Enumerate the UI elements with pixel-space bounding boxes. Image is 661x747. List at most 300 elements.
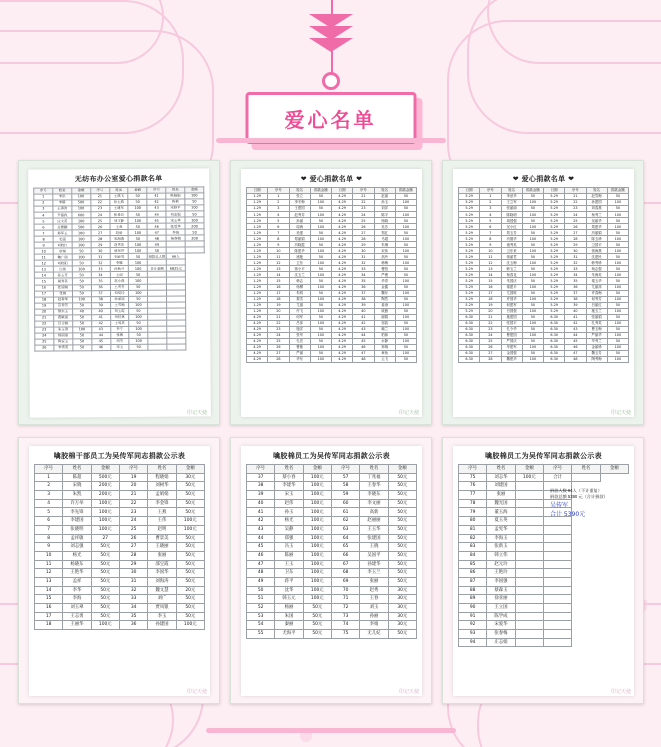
table-cell: 50 bbox=[310, 302, 331, 308]
document-photo-5[interactable] bbox=[230, 437, 432, 704]
table-cell: 50 bbox=[395, 194, 416, 200]
table-cell: 李洪 bbox=[53, 194, 72, 200]
table-cell: 窦娥 bbox=[374, 344, 395, 350]
table-cell: 2 bbox=[34, 200, 53, 206]
table-cell: 孙玉芳 bbox=[53, 272, 72, 278]
table-cell: 50元 bbox=[176, 612, 204, 621]
table-cell: 1.29 bbox=[247, 194, 268, 200]
table-cell: 50元 bbox=[388, 551, 416, 560]
table-cell: 35 bbox=[119, 612, 147, 621]
table-cell: 施玉兰 bbox=[586, 308, 607, 314]
table-cell: 30 bbox=[353, 248, 374, 254]
table-cell bbox=[515, 560, 543, 569]
table-cell: 冯丽娟 bbox=[586, 230, 607, 236]
table-cell: 30元 bbox=[388, 586, 416, 595]
table-cell: 100 bbox=[72, 218, 91, 224]
table-cell: 孙玉燕 bbox=[109, 199, 128, 205]
table-cell: 5.29 bbox=[459, 278, 480, 284]
table-cell: 50元 bbox=[388, 508, 416, 517]
table-cell bbox=[515, 630, 543, 639]
table-cell: 4.29 bbox=[332, 194, 353, 200]
table-cell: 卫国平 bbox=[586, 242, 607, 248]
table-cell: 100元 bbox=[303, 499, 331, 508]
watermark: 印记天使 bbox=[610, 410, 631, 416]
table-cell: 100元 bbox=[91, 525, 119, 534]
table-cell: 73 bbox=[331, 612, 359, 621]
table-cell: 1.29 bbox=[247, 242, 268, 248]
table-cell: 4.29 bbox=[332, 272, 353, 278]
table-cell: 杨丽丽 bbox=[54, 333, 73, 339]
table-cell: 4.29 bbox=[332, 290, 353, 296]
table-cell: 66 bbox=[331, 551, 359, 560]
watermark: 印记天使 bbox=[610, 689, 631, 695]
table-cell: 4.29 bbox=[332, 230, 353, 236]
table-cell: 冯玉 bbox=[275, 543, 303, 552]
table-cell: 50 bbox=[522, 206, 543, 212]
table-cell: 50 bbox=[607, 266, 628, 272]
table-cell: 陈丽 bbox=[275, 551, 303, 560]
table-cell: 100元 bbox=[303, 595, 331, 604]
table-header-row bbox=[459, 465, 629, 474]
col-header: 姓名 bbox=[289, 188, 310, 194]
table-cell: 25 bbox=[119, 525, 147, 534]
table-cell: 100 bbox=[395, 350, 416, 356]
table-cell: 50元 bbox=[388, 491, 416, 500]
table-cell: 50元 bbox=[176, 595, 204, 604]
table-cell: 46 bbox=[147, 223, 166, 229]
col-header: 序号 bbox=[247, 465, 275, 474]
handwritten-signature: 吴传军 bbox=[550, 501, 569, 509]
table-cell: 100 bbox=[395, 302, 416, 308]
table-cell: 100 bbox=[395, 260, 416, 266]
table-cell: 郑军玉 bbox=[53, 230, 72, 236]
table-cell: 李秀英 bbox=[54, 345, 73, 351]
table-cell: 吴国平 bbox=[360, 551, 388, 560]
table-cell: 郑强 bbox=[275, 534, 303, 543]
table-cell: 27 bbox=[268, 350, 289, 356]
table-cell: 孙建国 bbox=[148, 621, 176, 630]
table-cell: 40 bbox=[72, 308, 91, 314]
table-cell: 卫东来 bbox=[501, 248, 522, 254]
table-cell: 马超 bbox=[374, 236, 395, 242]
table-cell: 尤海平 bbox=[275, 630, 303, 639]
table-cell: 500 bbox=[72, 200, 91, 206]
table-cell: 100 bbox=[607, 272, 628, 278]
table-cell: 6.30 bbox=[459, 356, 480, 362]
table-cell: 张国平 bbox=[501, 320, 522, 326]
table-cell: 赵秀英 bbox=[110, 242, 129, 248]
table-cell: 50元 bbox=[388, 473, 416, 482]
table-cell: 23 bbox=[565, 206, 586, 212]
table-cell: 50 bbox=[395, 218, 416, 224]
table-cell: 41 bbox=[247, 508, 275, 517]
table-cell: 王燕 bbox=[148, 508, 176, 517]
table-cell: 18 bbox=[268, 296, 289, 302]
table-cell: 50 bbox=[607, 338, 628, 344]
table-cell: 5 bbox=[268, 218, 289, 224]
table-cell: 5.29 bbox=[544, 194, 565, 200]
table-cell: 36 bbox=[565, 284, 586, 290]
table-cell: 李文丽 bbox=[360, 499, 388, 508]
table-cell: 100 bbox=[129, 278, 148, 284]
table-cell: 严丽华 bbox=[586, 332, 607, 338]
table-cell: 50元 bbox=[388, 569, 416, 578]
table-cell: 50 bbox=[72, 248, 91, 254]
table-cell: 沈华 bbox=[275, 586, 303, 595]
table-cell: 29 bbox=[91, 242, 110, 248]
table-cell: 5.29 bbox=[544, 200, 565, 206]
table-cell: 李建华 bbox=[275, 482, 303, 491]
col-header: 捐款金额 bbox=[522, 188, 543, 194]
table-cell: 100元 bbox=[303, 551, 331, 560]
table-cell: 78 bbox=[459, 499, 487, 508]
table-cell: 合计 bbox=[543, 473, 571, 482]
table-cell: 21 bbox=[90, 194, 109, 200]
table-cell: 华东 bbox=[289, 356, 310, 362]
table-cell: 100 bbox=[129, 302, 148, 308]
table-cell: 严国庆 bbox=[501, 338, 522, 344]
table-cell bbox=[515, 621, 543, 630]
table-cell: 100 bbox=[310, 284, 331, 290]
table-cell: 100 bbox=[129, 290, 148, 296]
table-cell: 5.29 bbox=[459, 308, 480, 314]
table-cell: 51 bbox=[247, 595, 275, 604]
table-cell: 44 bbox=[91, 332, 110, 338]
table-cell: 8 bbox=[34, 236, 53, 242]
table-cell: 26 bbox=[565, 224, 586, 230]
table-cell: 韩志 bbox=[289, 278, 310, 284]
col-header: 金额 bbox=[185, 187, 204, 193]
table-row bbox=[35, 560, 205, 569]
col-header: 金额 bbox=[176, 465, 204, 474]
table-cell: 29 bbox=[119, 560, 147, 569]
table-row bbox=[247, 577, 417, 586]
col-header: 序号 bbox=[565, 188, 586, 194]
table-cell: 30元 bbox=[388, 612, 416, 621]
table-row bbox=[459, 577, 629, 586]
table-cell: 100 bbox=[129, 242, 148, 248]
table-cell bbox=[515, 525, 543, 534]
table-cell: 100 bbox=[607, 344, 628, 350]
table-cell: 65 bbox=[331, 543, 359, 552]
table-cell: 37 bbox=[565, 290, 586, 296]
table-cell: 19 bbox=[35, 303, 54, 309]
table-cell: 陈学成 bbox=[487, 612, 515, 621]
table-cell: 戚薇 bbox=[374, 308, 395, 314]
table-cell: 28 bbox=[119, 551, 147, 560]
table-cell: 15 bbox=[480, 278, 501, 284]
table-cell: 6.30 bbox=[544, 350, 565, 356]
table-cell: 50 bbox=[310, 278, 331, 284]
table-cell: 5.29 bbox=[544, 248, 565, 254]
table-row bbox=[35, 612, 205, 621]
table-cell: 陈艳 bbox=[166, 199, 185, 205]
table-cell: 4.29 bbox=[332, 212, 353, 218]
table-cell: 45 bbox=[91, 338, 110, 344]
table-cell: 宋海燕 bbox=[110, 236, 129, 242]
table-cell bbox=[543, 577, 571, 586]
table-cell: 100 bbox=[607, 212, 628, 218]
table-cell: 4.29 bbox=[247, 320, 268, 326]
table-cell: 89 bbox=[459, 595, 487, 604]
table-cell: 50元 bbox=[388, 543, 416, 552]
table-cell: 董玉海 bbox=[487, 508, 515, 517]
col-header: 姓名 bbox=[572, 465, 600, 474]
table-cell: 47 bbox=[353, 350, 374, 356]
table-cell: 29 bbox=[353, 242, 374, 248]
document-photo-3[interactable] bbox=[442, 160, 644, 425]
table-cell: 1.29 bbox=[247, 290, 268, 296]
table-cell: 5.29 bbox=[459, 260, 480, 266]
table-cell: 50 bbox=[395, 266, 416, 272]
table-cell: 孟宪华 bbox=[487, 525, 515, 534]
table-cell: 柏林 bbox=[374, 332, 395, 338]
table-cell: 8 bbox=[268, 236, 289, 242]
table-cell: 32 bbox=[565, 260, 586, 266]
table-cell: 68 bbox=[331, 569, 359, 578]
table-cell: 唐娟 bbox=[53, 248, 72, 254]
table-cell: 秦丽 bbox=[275, 621, 303, 630]
table-cell: 孙丽丽 bbox=[110, 296, 129, 302]
table-row bbox=[247, 543, 417, 552]
table-cell: 秦玉华 bbox=[586, 278, 607, 284]
table-cell bbox=[515, 499, 543, 508]
table-cell: 44 bbox=[247, 534, 275, 543]
table-cell: 张敏 bbox=[110, 332, 129, 338]
table-cell: 30元 bbox=[388, 621, 416, 630]
table-cell: 41 bbox=[91, 314, 110, 320]
table-cell: 50 bbox=[72, 260, 91, 266]
table-cell: 43 bbox=[91, 326, 110, 332]
table-cell: 27 bbox=[565, 230, 586, 236]
title-underline bbox=[216, 138, 446, 143]
table-cell: 29 bbox=[565, 242, 586, 248]
table-cell: 50元 bbox=[91, 586, 119, 595]
doc-title-6: 噙胶棉员工为吴传军同志捐款公示表 bbox=[485, 452, 602, 460]
table-cell: 王爱英 bbox=[110, 320, 129, 326]
table-cell: 100 bbox=[310, 248, 331, 254]
table-cell: 王玉 bbox=[275, 560, 303, 569]
table-cell: 100元 bbox=[303, 560, 331, 569]
table-cell: 7 bbox=[268, 230, 289, 236]
table-cell: 21 bbox=[268, 314, 289, 320]
table-cell: 90 bbox=[459, 604, 487, 613]
table-cell: 100 bbox=[522, 308, 543, 314]
table-cell: 100 bbox=[522, 284, 543, 290]
col-header: 捐款金额 bbox=[607, 188, 628, 194]
table-cell: 45 bbox=[147, 217, 166, 223]
table-cell: 100 bbox=[129, 314, 148, 320]
table-cell: 23 bbox=[91, 206, 110, 212]
table-cell: 100 bbox=[310, 236, 331, 242]
table-cell: 4.29 bbox=[247, 356, 268, 362]
table-cell: 王春华 bbox=[360, 482, 388, 491]
table-cell: 褚秀英 bbox=[501, 242, 522, 248]
table-cell: 4.29 bbox=[247, 326, 268, 332]
table-cell: 100 bbox=[522, 272, 543, 278]
table-cell: 200元 bbox=[91, 491, 119, 500]
table-cell: 40 bbox=[247, 499, 275, 508]
table-row bbox=[35, 473, 205, 482]
table-cell: 许万举 bbox=[63, 499, 91, 508]
table-cell: 21 bbox=[480, 314, 501, 320]
table-cell: 5.29 bbox=[459, 302, 480, 308]
table-body-1 bbox=[34, 193, 205, 351]
table-cell: 46 bbox=[91, 344, 110, 350]
table-cell: 100元 bbox=[515, 473, 543, 482]
col-header: 金额 bbox=[91, 465, 119, 474]
table-cell: 李国华 bbox=[148, 569, 176, 578]
table-cell: 施建国 bbox=[501, 314, 522, 320]
table-cell: 1.29 bbox=[247, 278, 268, 284]
table-cell: 100 bbox=[395, 248, 416, 254]
table-cell: 赵丽 bbox=[374, 194, 395, 200]
table-cell: 9 bbox=[268, 242, 289, 248]
table-cell: 10 bbox=[34, 248, 53, 254]
table-cell: 王晓 bbox=[360, 543, 388, 552]
table-cell: 100 bbox=[129, 326, 148, 332]
col-header: 姓名 bbox=[148, 465, 176, 474]
table-cell: 50元 bbox=[91, 595, 119, 604]
table-cell: 35 bbox=[91, 278, 110, 284]
table-cell: 沈建民 bbox=[586, 254, 607, 260]
table-cell: 12 bbox=[34, 260, 53, 266]
table-cell: 100 bbox=[395, 326, 416, 332]
table-cell: 36 bbox=[91, 284, 110, 290]
table-cell: 5 bbox=[34, 218, 53, 224]
table-cell: 宋晓 bbox=[63, 482, 91, 491]
table-cell: 5.29 bbox=[544, 224, 565, 230]
table-cell: 韩玉元 bbox=[275, 595, 303, 604]
table-body-5 bbox=[247, 473, 417, 638]
table-cell: 50 bbox=[128, 236, 147, 242]
table-cell: 50元 bbox=[91, 612, 119, 621]
table-row bbox=[459, 604, 629, 613]
table-cell: 50 bbox=[395, 296, 416, 302]
table-cell: 75 bbox=[459, 473, 487, 482]
table-cell: 1.29 bbox=[247, 308, 268, 314]
table-cell: 4.29 bbox=[332, 344, 353, 350]
table-cell: 20 bbox=[268, 308, 289, 314]
table-cell: 邵宝霞 bbox=[148, 560, 176, 569]
table-cell: 10 bbox=[268, 248, 289, 254]
table-cell: 500 bbox=[72, 224, 91, 230]
table-cell: 200元 bbox=[91, 482, 119, 491]
paper-sheet bbox=[241, 169, 422, 417]
table-cell: 26 bbox=[91, 224, 110, 230]
table-cell: 50元 bbox=[176, 499, 204, 508]
table-row bbox=[247, 560, 417, 569]
table-cell: 100元 bbox=[176, 525, 204, 534]
table-cell: 刘亚男 bbox=[110, 254, 129, 260]
table-cell: 5.29 bbox=[544, 296, 565, 302]
document-photo-1[interactable] bbox=[18, 160, 220, 425]
table-cell: 韩玉兰 bbox=[501, 266, 522, 272]
table-cell: 50 bbox=[310, 350, 331, 356]
table-cell: 47 bbox=[565, 350, 586, 356]
table-cell: 刘志强 bbox=[63, 543, 91, 552]
table-cell: 55 bbox=[247, 630, 275, 639]
table-cell: 30元 bbox=[176, 473, 204, 482]
table-cell: 张希玲 bbox=[109, 212, 128, 218]
document-photo-4[interactable] bbox=[18, 437, 220, 704]
table-cell: 93 bbox=[459, 630, 487, 639]
table-cell: 26 bbox=[480, 344, 501, 350]
table-cell: 16 bbox=[480, 284, 501, 290]
page-title-box bbox=[245, 92, 416, 144]
table-cell: 白伟 bbox=[53, 266, 72, 272]
col-header: 序号 bbox=[34, 188, 53, 194]
table-cell: 83 bbox=[459, 543, 487, 552]
table-cell: 39 bbox=[91, 302, 110, 308]
table-cell: 魏建华 bbox=[501, 356, 522, 362]
table-cell: 27 bbox=[91, 230, 110, 236]
table-cell: 50元 bbox=[91, 604, 119, 613]
table-cell: 15 bbox=[35, 595, 63, 604]
col-header: 姓名 bbox=[275, 465, 303, 474]
table-cell: 77 bbox=[459, 491, 487, 500]
donation-table-3 bbox=[458, 187, 629, 363]
document-photo-2[interactable] bbox=[230, 160, 432, 425]
table-cell: 100 bbox=[522, 356, 543, 362]
table-cell bbox=[543, 560, 571, 569]
table-cell: 李先锋 bbox=[63, 508, 91, 517]
table-cell: 4.29 bbox=[332, 236, 353, 242]
table-cell: 赵明 bbox=[148, 525, 176, 534]
table-cell: 20 bbox=[480, 308, 501, 314]
table-cell: 6.30 bbox=[459, 338, 480, 344]
table-cell: 李瑞 bbox=[166, 229, 185, 235]
table-cell: 14 bbox=[480, 272, 501, 278]
table-cell: 50 bbox=[73, 332, 92, 338]
table-cell bbox=[515, 612, 543, 621]
table-cell: 50 bbox=[395, 332, 416, 338]
table-row bbox=[247, 508, 417, 517]
document-photo-6[interactable] bbox=[442, 437, 644, 704]
table-cell bbox=[543, 543, 571, 552]
table-cell: 50元 bbox=[176, 560, 204, 569]
table-cell: 23 bbox=[353, 206, 374, 212]
table-cell: 100元 bbox=[303, 482, 331, 491]
table-cell: 36 bbox=[353, 284, 374, 290]
table-cell: 5.29 bbox=[459, 284, 480, 290]
table-cell: 100 bbox=[129, 260, 148, 266]
table-row bbox=[459, 630, 629, 639]
table-cell: 6 bbox=[480, 224, 501, 230]
table-cell: 50 bbox=[395, 344, 416, 350]
table-cell: 5.29 bbox=[459, 200, 480, 206]
table-cell: 100 bbox=[72, 296, 91, 302]
table-cell: 王玉华 bbox=[360, 525, 388, 534]
table-cell: 李玉兰 bbox=[360, 569, 388, 578]
table-cell: 1.29 bbox=[247, 218, 268, 224]
table-cell: 100元 bbox=[91, 508, 119, 517]
table-cell: 孙玉 bbox=[374, 200, 395, 206]
table-cell: 赵丽丽 bbox=[360, 517, 388, 526]
table-cell: 50 bbox=[247, 586, 275, 595]
table-row bbox=[247, 534, 417, 543]
table-cell: 张丽 bbox=[148, 551, 176, 560]
table-cell: 24 bbox=[119, 517, 147, 526]
table-cell: 5.29 bbox=[459, 194, 480, 200]
table-cell: 64 bbox=[331, 534, 359, 543]
table-cell: 4 bbox=[480, 212, 501, 218]
table-cell: 100 bbox=[395, 314, 416, 320]
table-cell: 45 bbox=[565, 338, 586, 344]
table-cell: 周海 bbox=[289, 224, 310, 230]
table-cell: 50 bbox=[129, 284, 148, 290]
table-cell bbox=[167, 344, 186, 350]
